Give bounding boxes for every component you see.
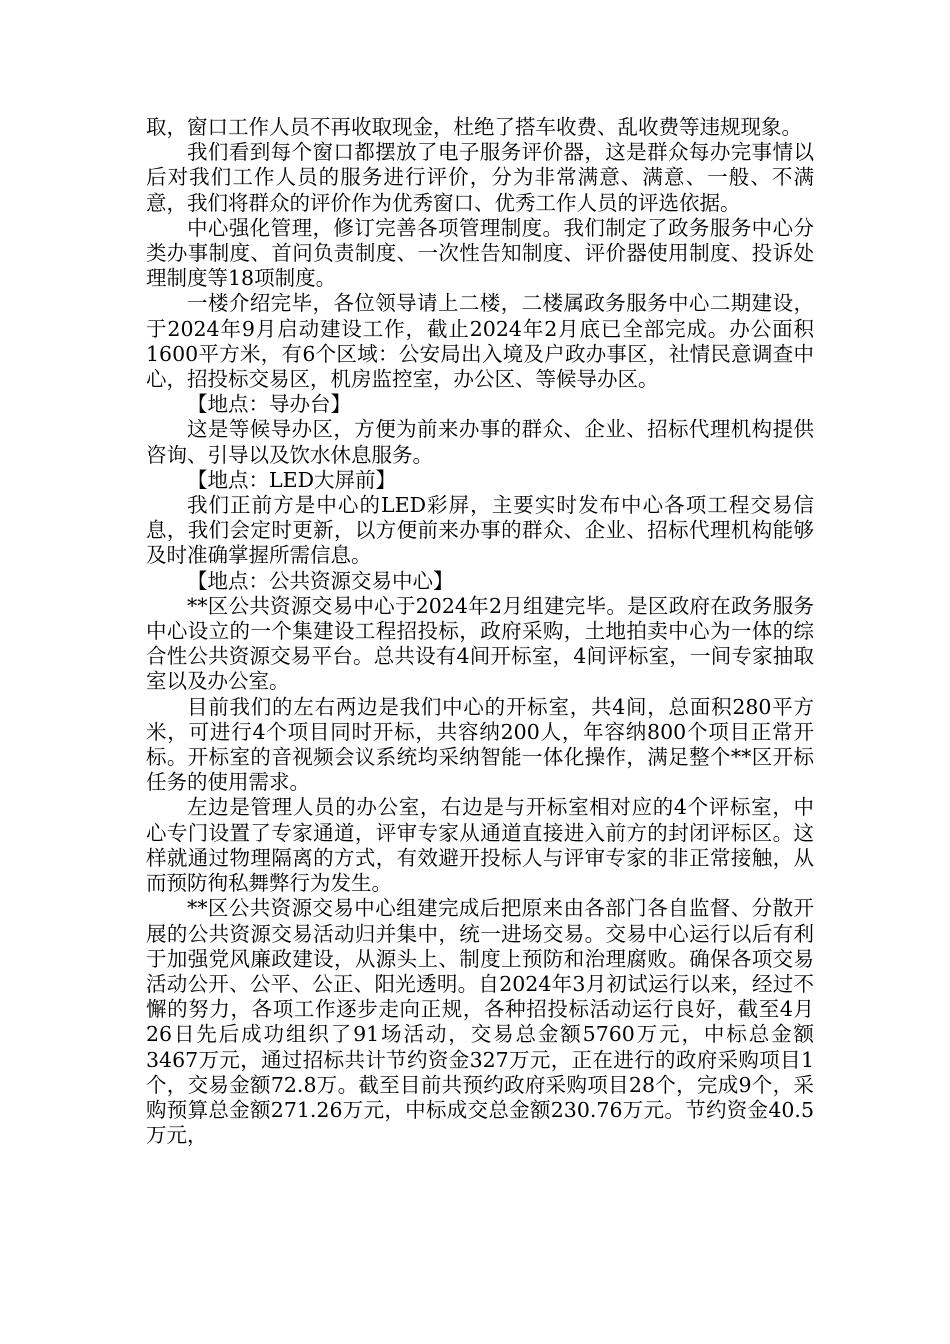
paragraph-7: **区公共资源交易中心于2024年2月组建完毕。是区政府在政务服务中心设立的一个集建设工程招投标，政府采购，土地拍卖中心为一体的综合性公共资源交易平台。总共设有4间开标室，4间评标室，一间专家抽取室以及办公室。	[146, 593, 814, 694]
paragraph-5: 这是等候导办区，方便为前来办事的群众、企业、招标代理机构提供咨询、引导以及饮水休息服务。	[146, 417, 814, 467]
location-heading-trading-center: 【地点：公共资源交易中心】	[187, 568, 454, 593]
paragraph-10: **区公共资源交易中心组建完成后把原来由各部门各自监督、分散开展的公共资源交易活动归并集中，统一进场交易。交易中心运行以后有利于加强党风廉政建设，从源头上、制度上预防和治理腐败。确保各项交易活动公开、公平、公正、阳光透明。自2024年3月初试运行以来，经过不懈的努力，各项工作逐步走向正规，各种招投标活动运行良好，截至4月26日先后成功组织了91场活动，交易总金额5760万元，中标总金额3467万元，通过招标共计节约资金327万元，正在进行的政府采购项目1个，交易金额72.8万。截至目前共预约政府采购项目28个，完成9个，采购预算总金额271.26万元，中标成交总金额230.76万元。节约资金40.5万元，	[146, 896, 814, 1148]
document-body	[146, 115, 814, 1148]
paragraph-8: 目前我们的左右两边是我们中心的开标室，共4间，总面积280平方米，可进行4个项目同时开标，共容纳200人，年容纳800个项目正常开标。开标室的音视频会议系统均采纳智能一体化操作，满足整个**区开标任务的使用需求。	[146, 694, 814, 795]
paragraph-1: 取，窗口工作人员不再收取现金，杜绝了搭车收费、乱收费等违规现象。	[146, 115, 802, 139]
location-heading-led-screen: 【地点：LED大屏前】	[187, 467, 397, 492]
paragraph-9: 左边是管理人员的办公室，右边是与开标室相对应的4个评标室，中心专门设置了专家通道，评审专家从通道直接进入前方的封闭评标区。这样就通过物理隔离的方式，有效避开投标人与评审专家的非正常接触，从而预防徇私舞弊行为发生。	[146, 795, 814, 896]
location-heading-guide-desk: 【地点：导办台】	[187, 392, 351, 417]
paragraph-3: 中心强化管理，修订完善各项管理制度。我们制定了政务服务中心分类办事制度、首问负责制度、一次性告知制度、评价器使用制度、投诉处理制度等18项制度。	[146, 215, 814, 291]
paragraph-6: 我们正前方是中心的LED彩屏，主要实时发布中心各项工程交易信息，我们会定时更新，以方便前来办事的群众、企业、招标代理机构能够及时准确掌握所需信息。	[146, 493, 814, 568]
paragraph-2: 我们看到每个窗口都摆放了电子服务评价器，这是群众每办完事情以后对我们工作人员的服务进行评价，分为非常满意、满意、一般、不满意，我们将群众的评价作为优秀窗口、优秀工作人员的评选依据。	[146, 140, 814, 215]
paragraph-4: 一楼介绍完毕，各位领导请上二楼，二楼属政务服务中心二期建设，于2024年9月启动建设工作，截止2024年2月底已全部完成。办公面积1600平方米，有6个区域：公安局出入境及户政办事区，社情民意调查中心，招投标交易区，机房监控室，办公区、等候导办区。	[146, 291, 814, 392]
